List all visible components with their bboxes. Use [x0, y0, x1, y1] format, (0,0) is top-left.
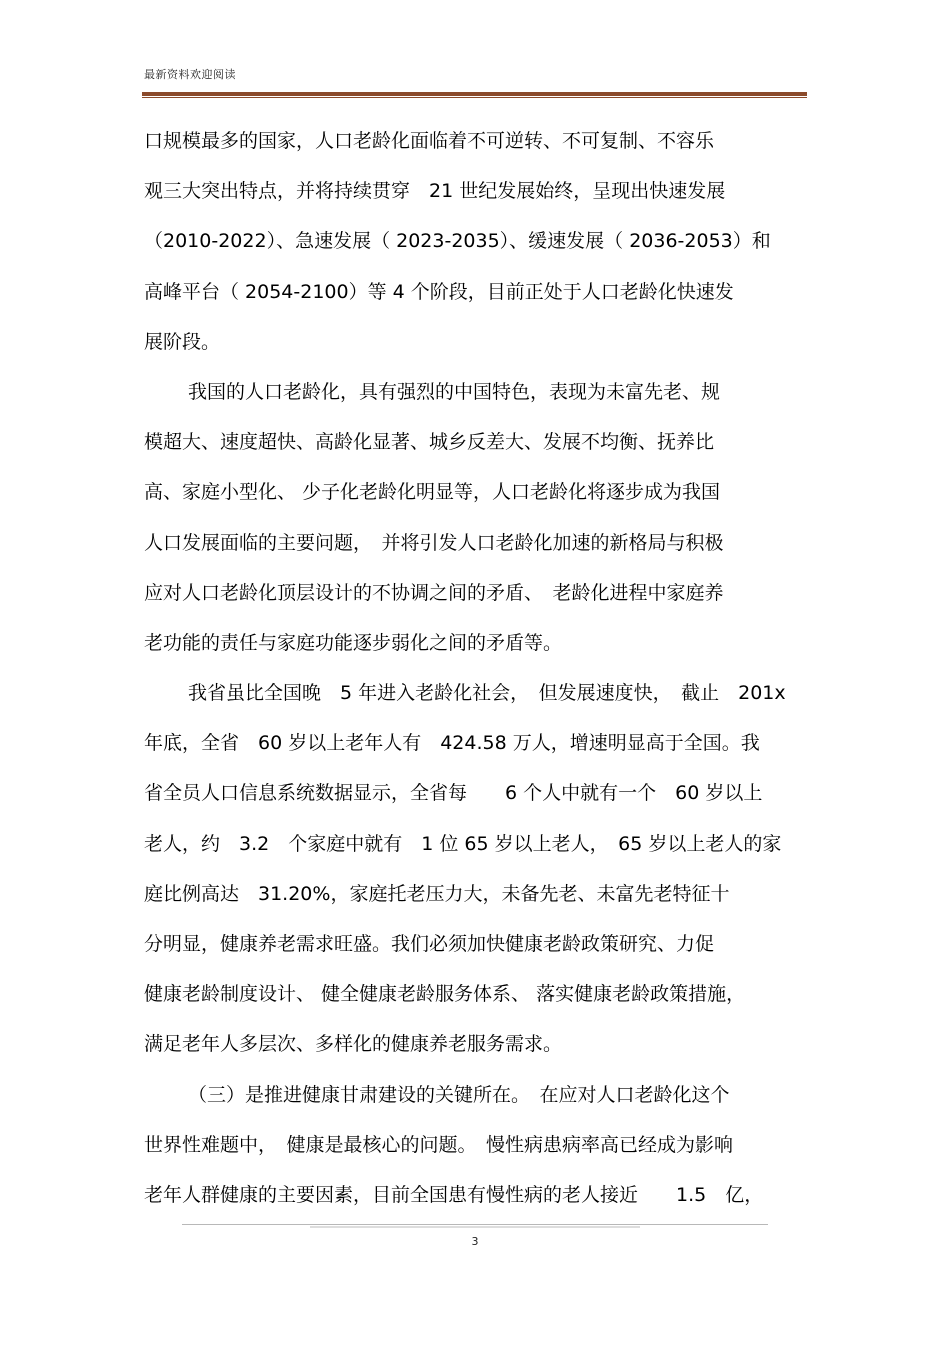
- text-line: 老功能的责任与家庭功能逐步弱化之间的矛盾等。: [144, 631, 563, 654]
- text-line: 人口发展面临的主要问题， 并将引发人口老龄化加速的新格局与积极: [144, 531, 724, 554]
- footer-divider-shadow: [310, 1226, 640, 1228]
- text-line: 高峰平台（ 2054-2100）等 4 个阶段，目前正处于人口老龄化快速发: [144, 280, 734, 303]
- paragraph-first-line: 我省虽比全国晚 5 年进入老龄化社会， 但发展速度快， 截止 201x: [188, 682, 786, 705]
- text-line: 分明显，健康养老需求旺盛。我们必须加快健康老龄政策研究、力促: [144, 933, 715, 955]
- text-line: 老人，约 3.2 个家庭中就有 1 位 65 岁以上老人， 65 岁以上老人的家: [144, 832, 782, 855]
- document-body: [144, 121, 808, 1225]
- text-line: 满足老年人多层次、多样化的健康养老服务需求。: [144, 1033, 563, 1056]
- text-line: 观三大突出特点，并将持续贯穿 21 世纪发展始终，呈现出快速发展: [144, 180, 726, 203]
- footer-divider: [182, 1224, 768, 1225]
- text-line: （2010-2022）、急速发展（ 2023-2035）、缓速发展（ 2036-2053）和: [144, 230, 771, 253]
- paragraph-first-line: （三）是推进健康甘肃建设的关键所在。 在应对人口老龄化这个: [188, 1083, 730, 1106]
- text-line: 应对人口老龄化顶层设计的不协调之间的矛盾、 老龄化进程中家庭养: [144, 581, 724, 604]
- text-line: 省全员人口信息系统数据显示，全省每 6 个人中就有一个 60 岁以上: [144, 782, 763, 805]
- text-line: 模超大、速度超快、高龄化显著、城乡反差大、发展不均衡、抚养比: [144, 431, 715, 454]
- page-number: 3: [471, 1235, 479, 1248]
- text-line: 老年人群健康的主要因素，目前全国患有慢性病的老人接近 1.5 亿，: [144, 1183, 764, 1206]
- header-divider: [142, 92, 807, 96]
- page-header-text: 最新资料欢迎阅读: [144, 68, 236, 81]
- paragraph-first-line: 我国的人口老龄化，具有强烈的中国特色，表现为未富先老、规: [188, 380, 721, 403]
- text-line: 健康老龄制度设计、 健全健康老龄服务体系、 落实健康老龄政策措施，: [144, 983, 746, 1006]
- text-line: 世界性难题中， 健康是最核心的问题。 慢性病患病率高已经成为影响: [144, 1133, 734, 1156]
- text-line: 庭比例高达 31.20%，家庭托老压力大，未备先老、未富先老特征十: [144, 882, 730, 905]
- header-divider-thin: [142, 97, 807, 98]
- text-line: 口规模最多的国家，人口老龄化面临着不可逆转、不可复制、不容乐: [144, 130, 715, 152]
- text-line: 年底，全省 60 岁以上老年人有 424.58 万人，增速明显高于全国。我: [144, 732, 760, 755]
- text-line: 展阶段。: [144, 330, 221, 353]
- text-line: 高、家庭小型化、 少子化老龄化明显等，人口老龄化将逐步成为我国: [144, 481, 721, 504]
